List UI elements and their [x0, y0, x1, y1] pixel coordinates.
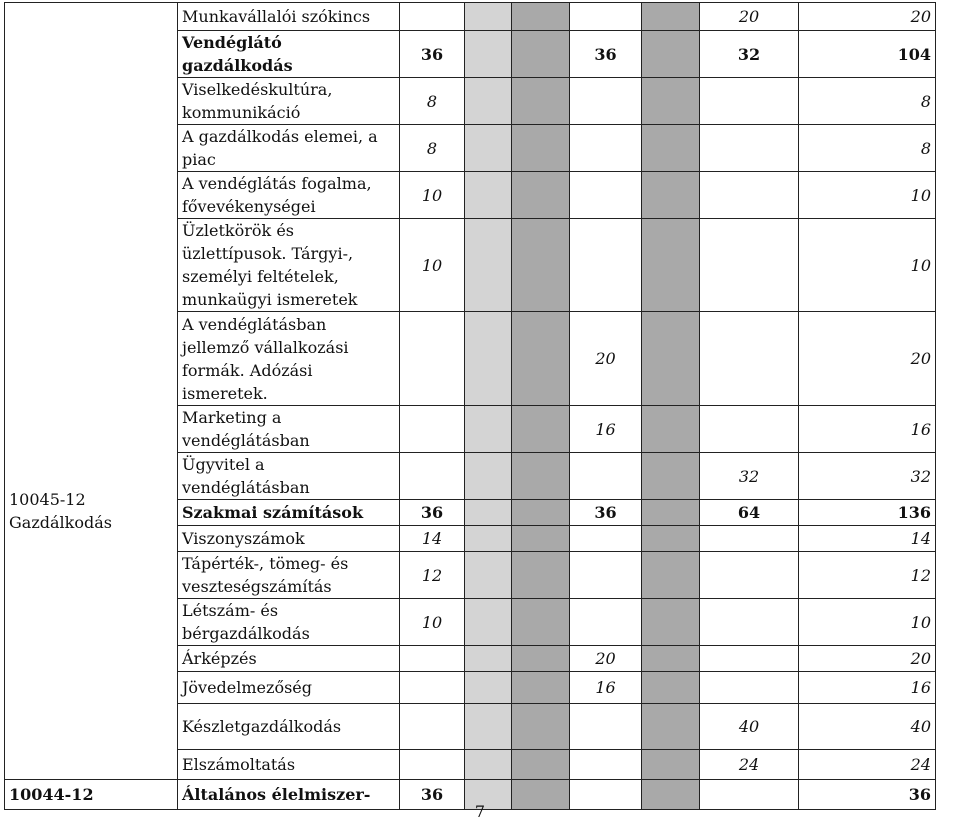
topic-cell: Viselkedéskultúra, kommunikáció [178, 78, 400, 125]
hours-cell-c1: 12 [400, 552, 465, 599]
shaded-cell [465, 125, 512, 172]
shaded-cell [642, 3, 700, 31]
total-cell: 104 [799, 31, 936, 78]
shaded-cell [465, 3, 512, 31]
shaded-cell [512, 3, 570, 31]
hours-cell-c3: 16 [570, 672, 642, 704]
shaded-cell [642, 750, 700, 780]
total-cell: 20 [799, 646, 936, 672]
shaded-cell [512, 599, 570, 646]
topic-cell: A gazdálkodás elemei, a piac [178, 125, 400, 172]
hours-cell-c3 [570, 453, 642, 500]
shaded-cell [512, 453, 570, 500]
hours-cell-c3: 36 [570, 31, 642, 78]
shaded-cell [642, 599, 700, 646]
shaded-cell [512, 125, 570, 172]
topic-cell: Készletgazdálkodás [178, 704, 400, 750]
topic-cell: A vendéglátásban jellemző vállalkozási formák. Adózási ismeretek. [178, 312, 400, 406]
hours-cell-c1 [400, 312, 465, 406]
page-number: 7 [474, 802, 486, 821]
total-cell: 40 [799, 704, 936, 750]
hours-cell-c3 [570, 3, 642, 31]
topic-cell: Tápérték-, tömeg- és veszteségszámítás [178, 552, 400, 599]
hours-cell-c1 [400, 406, 465, 453]
shaded-cell [512, 312, 570, 406]
hours-cell-c4 [700, 552, 799, 599]
shaded-cell [465, 500, 512, 526]
hours-cell-c1: 36 [400, 780, 465, 810]
hours-cell-c1: 36 [400, 31, 465, 78]
shaded-cell [642, 219, 700, 312]
shaded-cell [642, 704, 700, 750]
hours-cell-c4 [700, 125, 799, 172]
shaded-cell [642, 406, 700, 453]
topic-cell: Vendéglátó gazdálkodás [178, 31, 400, 78]
shaded-cell [465, 453, 512, 500]
topic-cell: Munkavállalói szókincs [178, 3, 400, 31]
total-cell: 8 [799, 78, 936, 125]
hours-cell-c3 [570, 172, 642, 219]
hours-cell-c1 [400, 646, 465, 672]
hours-cell-c4 [700, 646, 799, 672]
hours-cell-c1: 10 [400, 219, 465, 312]
topic-cell: Ügyvitel a vendéglátásban [178, 453, 400, 500]
topic-cell: Üzletkörök és üzlettípusok. Tárgyi-, személyi feltételek, munkaügyi ismeretek [178, 219, 400, 312]
total-cell: 24 [799, 750, 936, 780]
hours-cell-c3 [570, 125, 642, 172]
hours-cell-c1 [400, 3, 465, 31]
shaded-cell [465, 552, 512, 599]
hours-cell-c4: 32 [700, 31, 799, 78]
topic-cell: Marketing a vendéglátásban [178, 406, 400, 453]
shaded-cell [512, 526, 570, 552]
topic-cell: A vendéglátás fogalma, fővevékenységei [178, 172, 400, 219]
hours-cell-c4 [700, 312, 799, 406]
shaded-cell [642, 172, 700, 219]
topic-cell: Elszámoltatás [178, 750, 400, 780]
shaded-cell [512, 219, 570, 312]
shaded-cell [465, 172, 512, 219]
table-body [5, 3, 936, 810]
total-cell: 10 [799, 219, 936, 312]
total-cell: 20 [799, 312, 936, 406]
shaded-cell [642, 312, 700, 406]
shaded-cell [465, 31, 512, 78]
hours-cell-c3 [570, 78, 642, 125]
shaded-cell [465, 750, 512, 780]
total-cell: 16 [799, 406, 936, 453]
shaded-cell [512, 552, 570, 599]
hours-cell-c1: 10 [400, 172, 465, 219]
total-cell: 20 [799, 3, 936, 31]
hours-cell-c4 [700, 172, 799, 219]
hours-cell-c1 [400, 750, 465, 780]
module-cell-10045: 10045-12 Gazdálkodás [5, 3, 178, 780]
topic-cell: Viszonyszámok [178, 526, 400, 552]
hours-cell-c1: 14 [400, 526, 465, 552]
curriculum-table [4, 2, 936, 810]
shaded-cell [512, 750, 570, 780]
hours-cell-c1: 8 [400, 125, 465, 172]
shaded-cell [465, 312, 512, 406]
topic-cell: Általános élelmiszer- [178, 780, 400, 810]
hours-cell-c4: 64 [700, 500, 799, 526]
hours-cell-c1 [400, 453, 465, 500]
hours-cell-c1: 36 [400, 500, 465, 526]
hours-cell-c4: 40 [700, 704, 799, 750]
hours-cell-c4 [700, 406, 799, 453]
topic-cell: Szakmai számítások [178, 500, 400, 526]
shaded-cell [465, 599, 512, 646]
module-cell-10044: 10044-12 [5, 780, 178, 810]
shaded-cell [642, 125, 700, 172]
total-cell: 12 [799, 552, 936, 599]
hours-cell-c3 [570, 552, 642, 599]
shaded-cell [642, 31, 700, 78]
hours-cell-c1: 8 [400, 78, 465, 125]
shaded-cell [465, 78, 512, 125]
hours-cell-c3 [570, 526, 642, 552]
shaded-cell [642, 500, 700, 526]
hours-cell-c4: 20 [700, 3, 799, 31]
shaded-cell [465, 704, 512, 750]
hours-cell-c4 [700, 672, 799, 704]
shaded-cell [512, 78, 570, 125]
total-cell: 10 [799, 599, 936, 646]
hours-cell-c3: 20 [570, 646, 642, 672]
hours-cell-c1 [400, 704, 465, 750]
shaded-cell [465, 406, 512, 453]
hours-cell-c4 [700, 219, 799, 312]
hours-cell-c1: 10 [400, 599, 465, 646]
total-cell: 10 [799, 172, 936, 219]
topic-cell: Jövedelmezőség [178, 672, 400, 704]
topic-cell: Árképzés [178, 646, 400, 672]
total-cell: 136 [799, 500, 936, 526]
shaded-cell [465, 672, 512, 704]
total-cell: 8 [799, 125, 936, 172]
table-row [5, 3, 936, 31]
shaded-cell [642, 78, 700, 125]
shaded-cell [512, 672, 570, 704]
hours-cell-c4: 24 [700, 750, 799, 780]
total-cell: 14 [799, 526, 936, 552]
hours-cell-c3: 20 [570, 312, 642, 406]
hours-cell-c3 [570, 750, 642, 780]
hours-cell-c4 [700, 599, 799, 646]
shaded-cell [512, 406, 570, 453]
total-cell: 16 [799, 672, 936, 704]
shaded-cell [512, 704, 570, 750]
total-cell: 36 [799, 780, 936, 810]
hours-cell-c3: 16 [570, 406, 642, 453]
shaded-cell [642, 646, 700, 672]
shaded-cell [512, 31, 570, 78]
shaded-cell [512, 500, 570, 526]
hours-cell-c3 [570, 599, 642, 646]
shaded-cell [642, 453, 700, 500]
hours-cell-c3 [570, 704, 642, 750]
hours-cell-c3: 36 [570, 500, 642, 526]
shaded-cell [642, 526, 700, 552]
hours-cell-c3 [570, 219, 642, 312]
shaded-cell [642, 672, 700, 704]
shaded-cell [465, 646, 512, 672]
shaded-cell [465, 526, 512, 552]
total-cell: 32 [799, 453, 936, 500]
hours-cell-c4 [700, 526, 799, 552]
shaded-cell [642, 552, 700, 599]
shaded-cell [512, 172, 570, 219]
topic-cell: Létszám- és bérgazdálkodás [178, 599, 400, 646]
hours-cell-c4 [700, 78, 799, 125]
shaded-cell [465, 219, 512, 312]
hours-cell-c4: 32 [700, 453, 799, 500]
shaded-cell [512, 646, 570, 672]
hours-cell-c1 [400, 672, 465, 704]
